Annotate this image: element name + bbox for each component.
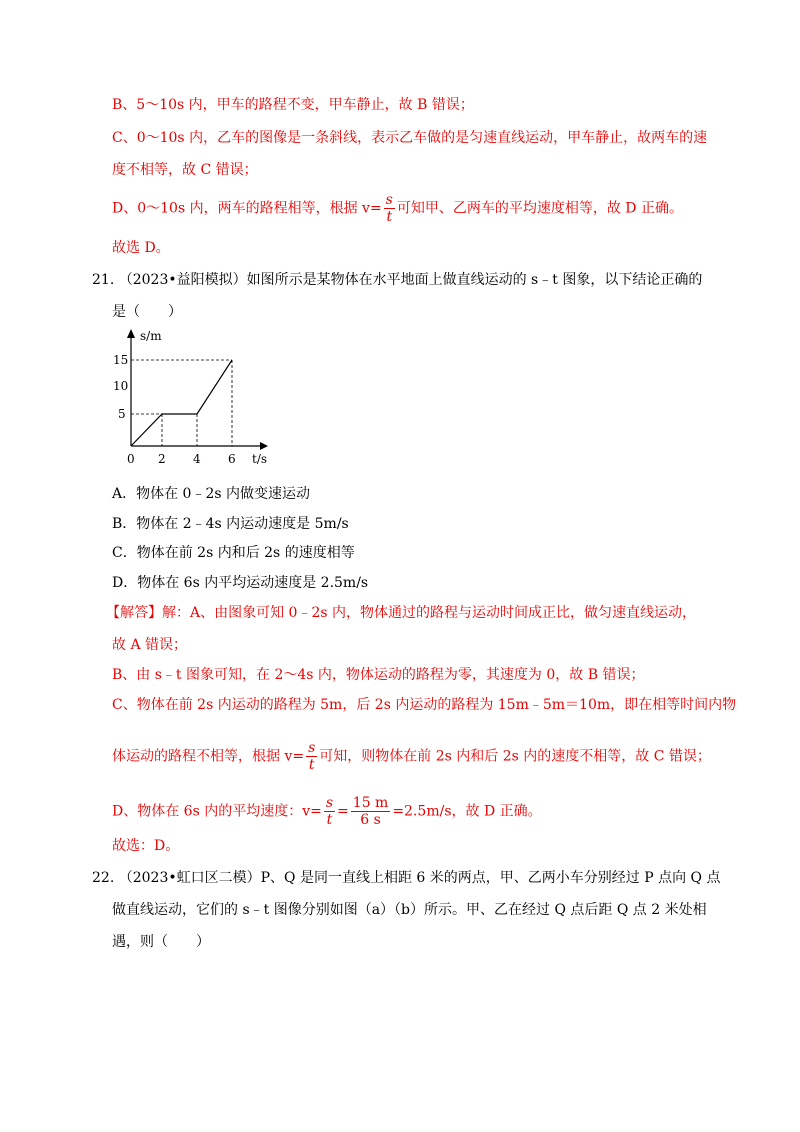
- fraction-s-over-t: [306, 740, 317, 773]
- q22-number: 22.: [92, 870, 115, 886]
- answer-c-pre: 体运动的路程不相等，根据 v=: [112, 748, 305, 765]
- fraction-denominator: t: [326, 812, 333, 828]
- x-axis-arrow: [260, 442, 268, 450]
- q22-stem-line1: [92, 868, 720, 888]
- fraction-numerator: s: [308, 740, 316, 756]
- q21-option-a[interactable]: A．物体在 0﹣2s 内做变速运动: [112, 486, 311, 502]
- equals-sign: =: [337, 803, 349, 820]
- x-axis-label: t/s: [252, 452, 268, 466]
- x-tick-2: 2: [158, 452, 166, 466]
- q21-stem-line1: [92, 270, 702, 290]
- origin-label: 0: [127, 452, 135, 466]
- q21-answer-a-line2: 故 A 错误；: [112, 637, 188, 653]
- prev-answer-conclusion: 故选 D。: [112, 240, 170, 256]
- s-t-graph: [112, 326, 272, 471]
- fraction-denominator: 6 s: [360, 812, 381, 828]
- q21-stem-text: （2023•益阳模拟）如图所示是某物体在水平地面上做直线运动的 s﹣t 图象，以下结论正确的: [118, 272, 703, 288]
- fraction-15m-over-6s: [351, 795, 391, 828]
- s-t-line: [131, 360, 232, 446]
- y-tick-5: 5: [118, 407, 126, 421]
- prev-answer-d: [112, 192, 683, 225]
- q21-answer-c-line2: [112, 740, 711, 773]
- q21-answer-d: [112, 795, 542, 828]
- q21-stem-line2: 是（ ）: [112, 304, 182, 320]
- q21-answer-conclusion: 故选：D。: [112, 838, 180, 854]
- fraction-numerator: s: [325, 795, 334, 811]
- q22-stem-line2: 做直线运动，它们的 s﹣t 图像分别如图（a）（b）所示。甲、乙在经过 Q 点后距 Q 点 2 米处相: [112, 902, 707, 918]
- q21-number: 21.: [92, 272, 115, 288]
- prev-answer-b: B、5～10s 内，甲车的路程不变，甲车静止，故 B 错误；: [112, 97, 474, 113]
- answer-a-text: 解：A、由图象可知 0﹣2s 内，物体通过的路程与运动时间成正比，做匀速直线运动，: [162, 605, 697, 621]
- q21-answer-b: B、由 s﹣t 图象可知，在 2～4s 内，物体运动的路程为零，其速度为 0，故 B 错误；: [112, 667, 645, 683]
- q22-stem-text: （2023•虹口区二模）P、Q 是同一直线上相距 6 米的两点，甲、乙两小车分别经过 P 点向 Q 点: [118, 870, 721, 886]
- prev-answer-c-line1: C、0～10s 内，乙车的图像是一条斜线，表示乙车做的是匀速直线运动，甲车静止，故两车的速: [112, 130, 708, 146]
- answer-d-pre: D、物体在 6s 内的平均速度：v=: [112, 803, 322, 820]
- q21-option-d[interactable]: D．物体在 6s 内平均运动速度是 2.5m/s: [112, 575, 369, 591]
- fraction-s-over-t: [384, 192, 395, 225]
- x-tick-6: 6: [228, 452, 236, 466]
- q21-option-b[interactable]: B．物体在 2﹣4s 内运动速度是 5m/s: [112, 516, 349, 532]
- fraction-s-over-t: [324, 795, 335, 828]
- fraction-numerator: s: [385, 192, 393, 208]
- x-tick-4: 4: [193, 452, 201, 466]
- q22-stem-line3: 遇，则（ ）: [112, 934, 210, 950]
- prev-answer-c-line2: 度不相等，故 C 错误；: [112, 162, 258, 178]
- fraction-denominator: t: [308, 757, 315, 773]
- y-axis-label: s/m: [140, 329, 162, 343]
- fraction-denominator: t: [386, 209, 393, 225]
- fraction-numerator: 15 m: [352, 795, 389, 811]
- q21-answer-a-line1: [106, 603, 696, 623]
- y-tick-15: 15: [113, 353, 129, 367]
- prev-answer-d-post: 可知甲、乙两车的平均速度相等，故 D 正确。: [396, 200, 683, 217]
- y-tick-10: 10: [113, 379, 129, 393]
- q21-answer-c-line1: C、物体在前 2s 内运动的路程为 5m，后 2s 内运动的路程为 15m﹣5m＝10m，即在相等时间内物: [112, 697, 737, 713]
- prev-answer-d-pre: D、0～10s 内，两车的路程相等，根据 v=: [112, 200, 382, 217]
- answer-c-post: 可知，则物体在前 2s 内和后 2s 内的速度不相等，故 C 错误；: [319, 748, 711, 765]
- answer-tag: 【解答】: [106, 605, 162, 621]
- q21-option-c[interactable]: C．物体在前 2s 内和后 2s 的速度相等: [112, 545, 355, 561]
- answer-d-post: =2.5m/s，故 D 正确。: [392, 803, 542, 820]
- y-axis-arrow: [127, 329, 135, 338]
